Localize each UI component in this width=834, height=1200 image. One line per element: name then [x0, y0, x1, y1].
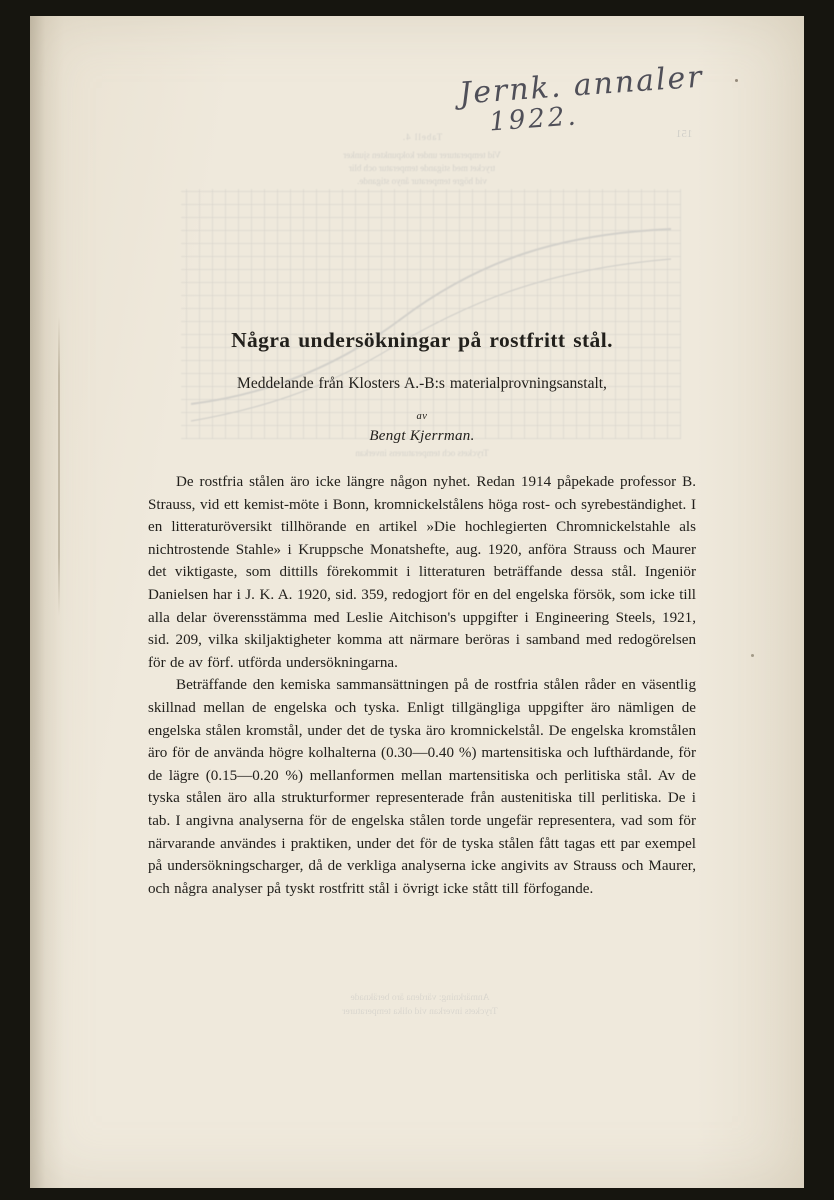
article-author: Bengt Kjerrman.	[369, 428, 475, 444]
handwritten-journal-name: Jernk. annaler	[458, 59, 705, 112]
article	[148, 328, 696, 900]
bleed-lower-line-2: Tryckets inverkan vid olika temperaturer	[342, 1007, 498, 1017]
paragraph-1: De rostfria stålen äro icke längre någon nyhet. Redan 1914 påpekade professor B. Strauss, vid ett kemist-möte i Bonn, kromnickelstålens höga rost- och syrebeständighet. I en litteraturöversikt tillhörande en artikel »Die hochlegierten Chromnickelstahle als nichtrostende Stahle» i Kruppsche Monatshefte, aug. 1920, anföra Strauss och Maurer det viktigaste, som dittills förekommit i litteraturen beträffande dessa stål. Ingeniör Danielsen har i J. K. A. 1920, sid. 359, redogjort för en del engelska försök, som icke till alla delar överensstämma med Leslie Aitchison's uppgifter i Engineering Steels, 1921, sid. 209, vilka skiljaktigheter komma att närmare beröras i samband med redogörelsen för de av förf. utförda undersökningarna.	[148, 474, 696, 671]
article-body	[148, 471, 696, 900]
article-subtitle: Meddelande från Klosters A.-B:s materialprovningsanstalt,	[237, 375, 607, 392]
bleed-page-number: 151	[675, 128, 692, 140]
bleed-line-3: vid högre temperatur ånyo stigande.	[357, 176, 487, 186]
bleed-caption: Tryckets och temperaturens inverkan	[355, 448, 489, 458]
bleed-line-1: Vid temperaturer under kokpunkten sjunker	[343, 150, 501, 160]
paragraph-2: Beträffande den kemiska sammansättningen på de rostfria stålen råder en väsentlig skillnad mellan de engelska och tyska. Enligt tillgängliga uppgifter äro nämligen de engelska stålen kromstål, under det de tyska äro kromnickelstål. De engelska kromstålen äro för de använda högre kolhalterna (0.30—0.40 %) martensitiska och lufthärdande, för de lägre (0.15—0.20 %) mellanformen mellan martensitiska och perlitiska stål. Av de tyska stålen äro alla strukturformer representerade från austenitiska till perlitiska. De i tab. I angivna analyserna för de engelska stålen torde ungefär representera, vad som för närvarande användes i praktiken, under det för de tyska stålen fått tagas ett par exempel på undersökningscharger, då de verkliga analyserna icke angivits av Strauss och Maurer, och några analyser på tyskt rostfritt stål i övrigt icke stått till förfogande.	[148, 677, 696, 897]
byline-preposition: av	[416, 411, 428, 422]
page-edge-crease	[58, 316, 60, 616]
article-title: Några undersökningar på rostfritt stål.	[231, 328, 613, 352]
handwritten-year: 1922.	[488, 101, 580, 138]
bleed-table-label: Tabell 4.	[401, 132, 443, 142]
paper-speck-right	[751, 654, 754, 657]
bleed-lower-line-1: Anmärkning: värdena äro beräknade	[350, 993, 490, 1003]
paper-page	[30, 16, 804, 1188]
bleed-line-2: trycket med stigande temperatur och blir	[348, 163, 496, 173]
paper-speck-top-right	[735, 79, 738, 82]
bleed-through-lower	[150, 991, 690, 1019]
handwritten-annotation	[458, 60, 707, 140]
page-binding-shadow	[30, 16, 64, 1188]
